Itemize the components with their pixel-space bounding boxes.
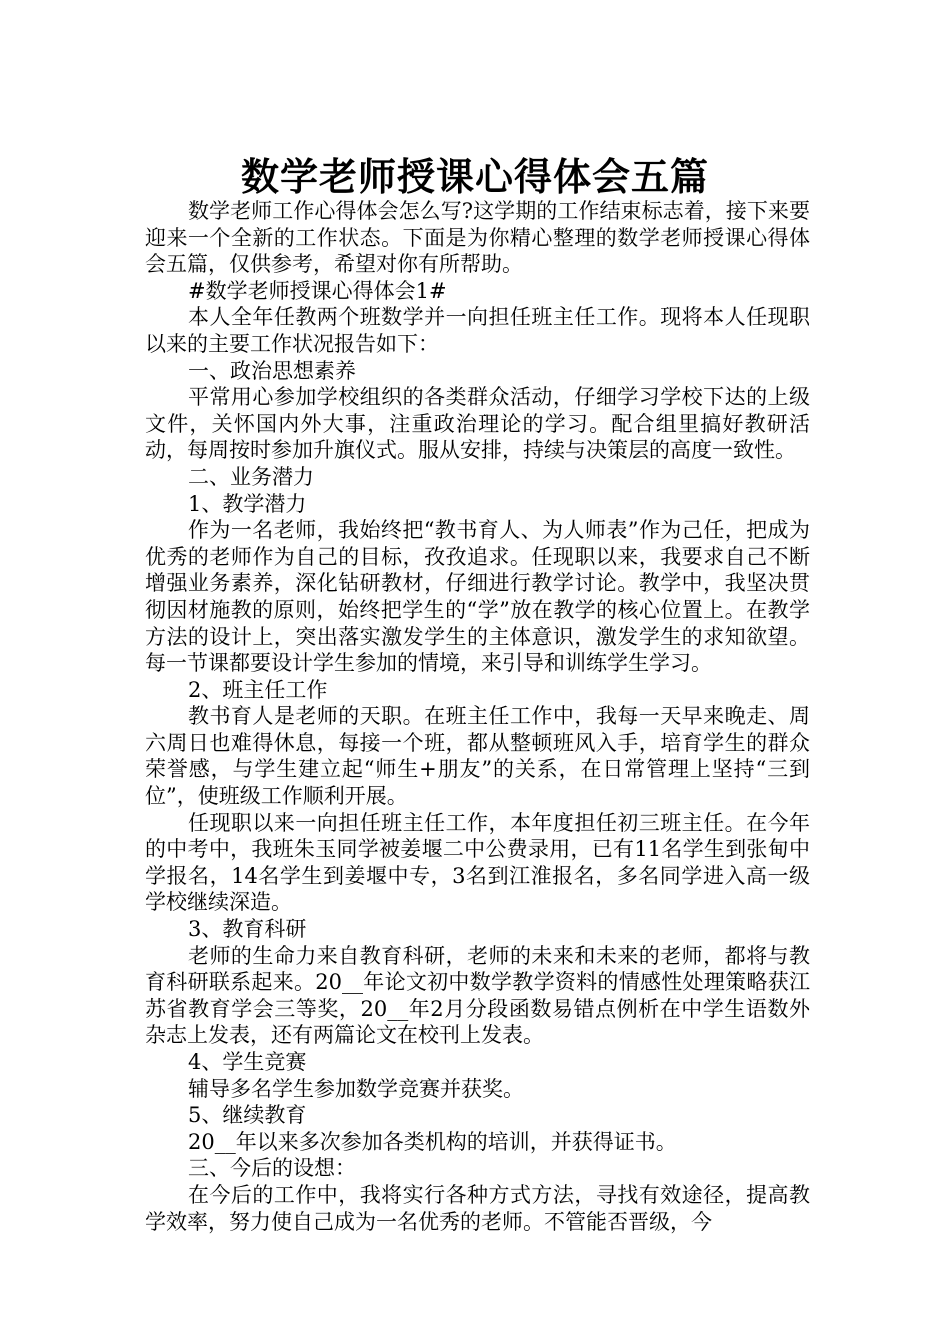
paragraph: 20__年以来多次参加各类机构的培训，并获得证书。 xyxy=(188,1129,677,1154)
paragraph: 辅导多名学生参加数学竞赛并获奖。 xyxy=(188,1076,524,1101)
section-marker: #数学老师授课心得体会1# xyxy=(188,278,447,303)
paragraph: 本人全年任教两个班数学并一向担任班主任工作。现将本人任现职以来的主要工作状况报告如下： xyxy=(145,305,810,356)
paragraph: 在今后的工作中，我将实行各种方式方法，寻找有效途径，提高教学效率，努力使自己成为一名优秀的老师。不管能否晋级，今 xyxy=(145,1182,810,1234)
section-heading: 三、今后的设想： xyxy=(188,1156,356,1181)
section-heading: 一、政治思想素养 xyxy=(188,358,356,383)
paragraph: 作为一名老师，我始终把“教书育人、为人师表”作为己任，把成为优秀的老师作为自己的目标，孜孜追求。任现职以来，我要求自己不断增强业务素养，深化钻研教材，仔细进行教学讨论。教学中，我坚决贯彻因材施教的原则，始终把学生的“学”放在教学的核心位置上。在教学方法的设计上，突出落实激发学生的主体意识，激发学生的求知欲望。每一节课都要设计学生参加的情境，来引导和训练学生学习。 xyxy=(145,518,810,676)
section-heading: 二、业务潜力 xyxy=(188,464,314,489)
subsection-heading: 2、班主任工作 xyxy=(188,677,328,702)
subsection-heading: 3、教育科研 xyxy=(188,917,307,942)
subsection-heading: 5、继续教育 xyxy=(188,1103,307,1128)
paragraph: 教书育人是老师的天职。在班主任工作中，我每一天早来晚走、周六周日也难得休息，每接一个班，都从整顿班风入手，培育学生的群众荣誉感，与学生建立起“师生+朋友”的关系，在日常管理上坚持“三到位”，使班级工作顺利开展。 xyxy=(145,704,810,809)
paragraph: 平常用心参加学校组织的各类群众活动，仔细学习学校下达的上级文件，关怀国内外大事，注重政治理论的学习。配合组里搞好教研活动，每周按时参加升旗仪式。服从安排，持续与决策层的高度一致性。 xyxy=(145,385,810,463)
subsection-heading: 4、学生竞赛 xyxy=(188,1050,307,1074)
document-title: 数学老师授课心得体会五篇 xyxy=(240,154,709,200)
paragraph: 任现职以来一向担任班主任工作，本年度担任初三班主任。在今年的中考中，我班朱玉同学被姜堰二中公费录用，已有11名学生到张甸中学报名，14名学生到姜堰中专，3名到江淮报名，多名同学进入高一级学校继续深造。 xyxy=(145,810,810,915)
document-body xyxy=(145,198,810,1235)
subsection-heading: 1、教学潜力 xyxy=(188,491,307,516)
intro-paragraph: 数学老师工作心得体会怎么写?这学期的工作结束标志着，接下来要迎来一个全新的工作状态。下面是为你精心整理的数学老师授课心得体会五篇，仅供参考，希望对你有所帮助。 xyxy=(145,199,810,277)
paragraph: 老师的生命力来自教育科研，老师的未来和未来的老师，都将与教育科研联系起来。20__年论文初中数学教学资料的情感性处理策略获江苏省教育学会三等奖，20__年2月分段函数易错点例析在中学生语数外杂志上发表，还有两篇论文在校刊上发表。 xyxy=(145,943,810,1048)
